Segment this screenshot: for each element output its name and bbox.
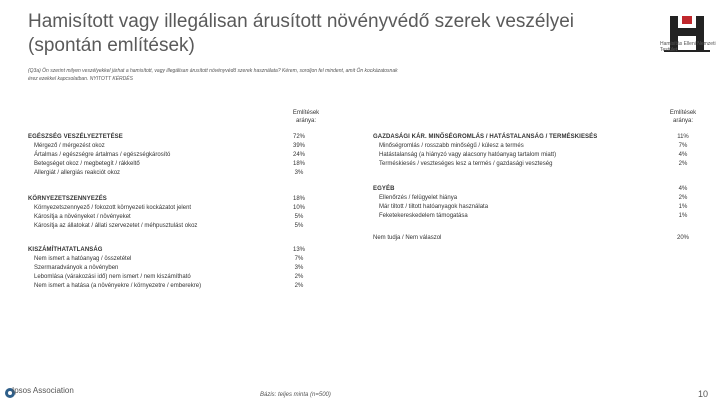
row-label: Ellenőrzés / felügyelet hiánya [379, 195, 458, 201]
row-value: 2% [678, 161, 688, 167]
row-value: 20% [676, 235, 689, 241]
row-label: Terméskiesés / veszteséges lesz a termés / gazdasági veszteség [379, 161, 553, 167]
row-label: Minőségromlás / rosszabb minőségű / kúlesz a termés [379, 143, 524, 149]
row-value: 10% [292, 205, 305, 211]
row-value: 7% [678, 143, 688, 149]
row-value: 1% [678, 204, 688, 210]
brand-text: Ipsos Association [12, 386, 74, 395]
base-note: Bázis: teljes minta (n=500) [260, 392, 331, 398]
row-value: 11% [677, 134, 689, 140]
row-value: 4% [678, 152, 688, 158]
row-label: Lebomlása (várakozási idő) nem ismert / nem kiszámítható [34, 274, 191, 280]
row-value: 5% [294, 214, 304, 220]
row-label: Nem ismert a hatása (a növényekre / környezetre / emberekre) [34, 283, 202, 289]
row-label: Hatástalanság (a hiányzó vagy alacsony hatóanyag tartalom miatt) [379, 152, 557, 158]
question-text: (Q3a) Ön szerint milyen veszélyekkel járhat a hamisított, vagy illegálisan árusított növényvédő szerek használata? Kérem, soroljon fel mindent, amit Ön kockázatosnak érez ezekkel kapcsolatban. NYITOTT KÉRDÉS [28, 68, 398, 82]
row-label: Mérgező / mérgezést okoz [34, 143, 105, 149]
row-value: 2% [294, 283, 304, 289]
row-value: 1% [678, 213, 688, 219]
hent-logo-icon [660, 4, 714, 64]
row-label: Károsítja a növényeket / növényeket [34, 214, 131, 220]
row-label: Szermaradványok a növényben [34, 265, 119, 271]
row-label: Környezetszennyező / fokozott környezeti kockázatot jelent [34, 205, 192, 211]
page-title: Hamisított vagy illegálisan árusított növényvédő szerek veszélyei (spontán említések) [28, 11, 574, 56]
row-value: 24% [292, 152, 305, 158]
row-value: 4% [678, 186, 688, 192]
row-label: Már tiltott / tiltott hatóanyagok használata [379, 204, 489, 210]
row-value: 39% [292, 143, 305, 149]
row-label: Nem tudja / Nem válaszol [373, 235, 442, 241]
row-value: 3% [294, 265, 304, 271]
column-header-right: Említések aránya: [669, 110, 697, 124]
row-label: Feketekereskedelem támogatása [379, 213, 468, 219]
row-label: Károsítja az állatokat / állati szervezetet / méhpusztulást okoz [34, 223, 198, 229]
row-label: GAZDASÁGI KÁR. MINŐSÉGROMLÁS / HATÁSTALANSÁG / TERMÉSKIESÉS [373, 134, 598, 140]
row-value: 13% [292, 247, 305, 253]
row-label: KISZÁMÍTHATATLANSÁG [28, 247, 103, 253]
row-value: 2% [678, 195, 688, 201]
logo-text: Hamisítás Elleni Nemzeti Testület [660, 41, 716, 53]
row-value: 5% [294, 223, 304, 229]
row-label: EGYÉB [373, 186, 395, 192]
row-label: Allergiát / allergiás reakciót okoz [34, 170, 121, 176]
row-value: 72% [292, 134, 305, 140]
row-label: Nem ismert a hatóanyag / összetétel [34, 256, 132, 262]
row-label: KÖRNYEZETSZENNYEZÉS [28, 196, 107, 202]
row-value: 18% [292, 161, 305, 167]
page-number: 10 [698, 389, 709, 399]
row-value: 2% [294, 274, 304, 280]
row-label: EGÉSZSÉG VESZÉLYEZTETÉSE [28, 134, 123, 140]
row-value: 3% [294, 170, 304, 176]
column-header-left: Említések aránya: [292, 110, 320, 124]
row-value: 7% [294, 256, 304, 262]
row-label: Ártalmas / egészségre ártalmas / egészségkárosító [34, 152, 171, 158]
row-label: Betegséget okoz / megbetegít / rákkeltő [34, 161, 140, 167]
row-value: 18% [292, 196, 305, 202]
